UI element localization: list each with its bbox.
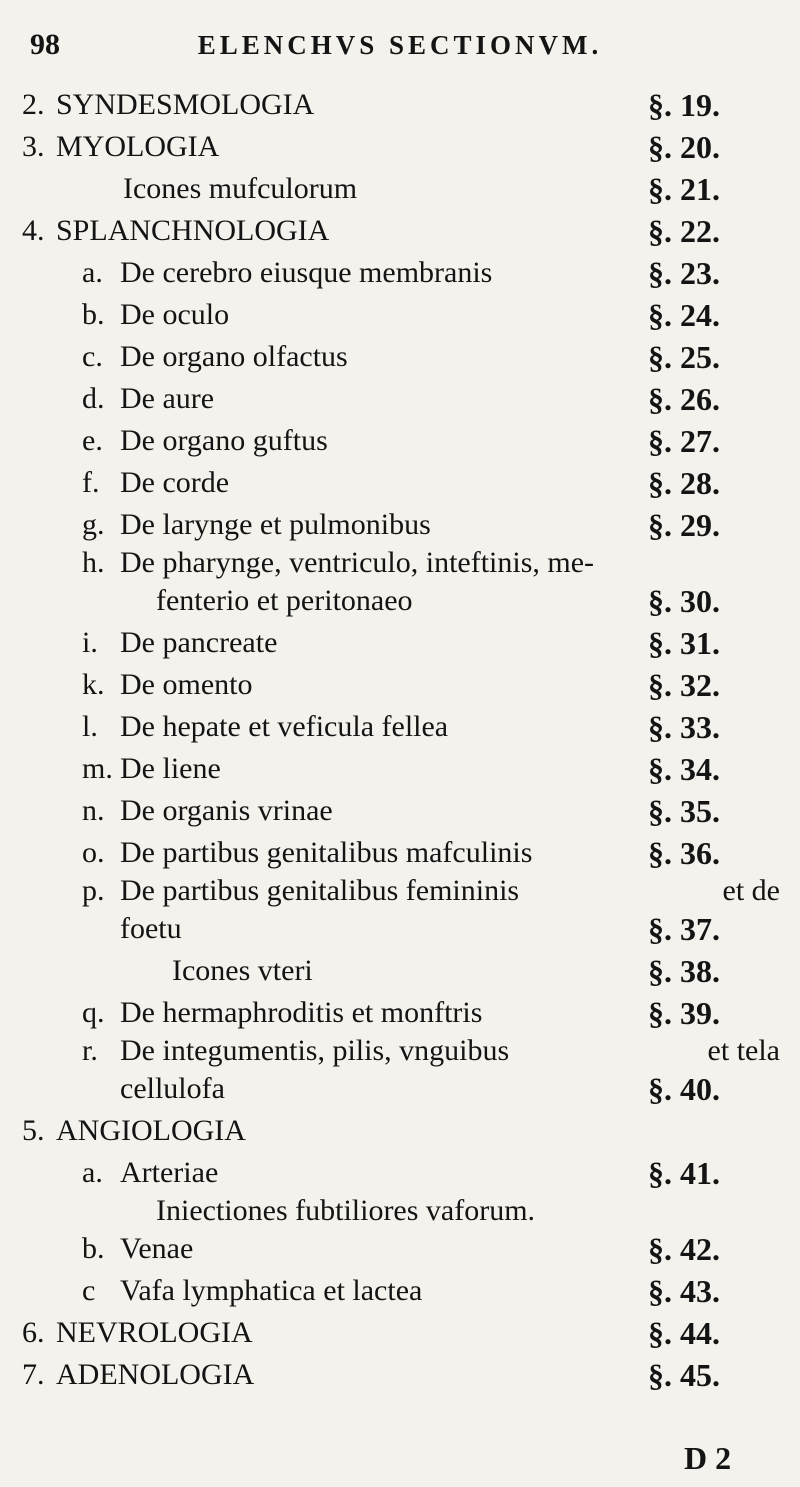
- toc-entry: [0, 1152, 800, 1194]
- toc-entry: [0, 874, 800, 908]
- entry-number: h.: [82, 546, 105, 579]
- section-ref: §. 39.: [648, 995, 720, 1031]
- section-ref: §. 25.: [648, 339, 720, 375]
- entry-label: De corde: [120, 466, 230, 499]
- entry-label: SYNDESMOLOGIA: [56, 88, 315, 121]
- entry-label: Iniectiones fubtiliores vaforum.: [156, 1194, 536, 1227]
- entry-number: i.: [82, 626, 98, 659]
- toc-entry: [0, 1194, 800, 1228]
- entry-number: r.: [82, 1034, 98, 1067]
- toc-entry: [0, 1228, 800, 1270]
- section-ref: §. 41.: [648, 1155, 720, 1191]
- section-ref: §. 43.: [648, 1273, 720, 1309]
- entry-label: Venae: [120, 1232, 194, 1265]
- toc-entry: [0, 420, 800, 462]
- section-ref: §. 31.: [648, 625, 720, 661]
- toc-entry-continuation: [0, 908, 800, 950]
- toc-entry: [0, 546, 800, 580]
- entry-number: m.: [82, 752, 113, 785]
- toc-entry: [0, 1270, 800, 1312]
- entry-number: c: [82, 1274, 96, 1307]
- section-ref: §. 37.: [648, 911, 720, 947]
- entry-number: g.: [82, 508, 105, 541]
- section-ref: §. 40.: [648, 1071, 720, 1107]
- toc-entry: [0, 1354, 800, 1396]
- signature-mark: D 2: [684, 1440, 732, 1476]
- toc-entry: [0, 664, 800, 706]
- section-ref: §. 38.: [648, 953, 720, 989]
- entry-label: fenterio et peritonaeo: [156, 584, 413, 617]
- entry-number: d.: [82, 382, 105, 415]
- section-ref: §. 42.: [648, 1231, 720, 1267]
- entry-number: 7.: [22, 1358, 45, 1391]
- entry-label: De liene: [120, 752, 221, 785]
- entry-label: ADENOLOGIA: [56, 1358, 255, 1391]
- table-of-contents: [0, 84, 800, 1396]
- toc-entry: [0, 1110, 800, 1152]
- entry-label: Icones vteri: [172, 954, 313, 987]
- entry-number: k.: [82, 668, 105, 701]
- entry-label: ANGIOLOGIA: [56, 1114, 246, 1147]
- entry-number: 3.: [22, 130, 45, 163]
- entry-label: NEVROLOGIA: [56, 1316, 253, 1349]
- entry-label: De partibus genitalibus femininis: [120, 874, 520, 907]
- entry-number: l.: [82, 710, 98, 743]
- entry-label: De aure: [120, 382, 215, 415]
- entry-label: De omento: [120, 668, 253, 701]
- toc-entry: [0, 462, 800, 504]
- section-ref: §. 21.: [648, 171, 720, 207]
- entry-label: Icones mufculorum: [123, 172, 358, 205]
- entry-number: e.: [82, 424, 103, 457]
- entry-label: De hepate et veficula fellea: [120, 710, 449, 743]
- entry-label: foetu: [120, 912, 182, 945]
- toc-entry: [0, 992, 800, 1034]
- entry-label: Arteriae: [120, 1156, 219, 1189]
- entry-number: n.: [82, 794, 105, 827]
- entry-label: Vafa lymphatica et lactea: [120, 1274, 423, 1307]
- toc-entry: [0, 1034, 800, 1068]
- toc-entry: [0, 504, 800, 546]
- section-ref: §. 20.: [648, 129, 720, 165]
- toc-entry: [0, 1312, 800, 1354]
- page-number: 98: [30, 28, 60, 61]
- toc-entry-continuation: [0, 580, 800, 622]
- section-ref: §. 29.: [648, 507, 720, 543]
- entry-label: SPLANCHNOLOGIA: [56, 214, 330, 247]
- section-ref: §. 22.: [648, 213, 720, 249]
- section-ref: §. 34.: [648, 751, 720, 787]
- section-ref: §. 23.: [648, 255, 720, 291]
- section-ref: §. 28.: [648, 465, 720, 501]
- section-ref: §. 35.: [648, 793, 720, 829]
- entry-label: De organo guftus: [120, 424, 328, 457]
- section-ref: §. 24.: [648, 297, 720, 333]
- entry-label: De oculo: [120, 298, 230, 331]
- toc-entry: [0, 294, 800, 336]
- toc-entry: [0, 622, 800, 664]
- entry-tail: et de: [722, 874, 780, 907]
- section-ref: §. 32.: [648, 667, 720, 703]
- entry-number: a.: [82, 1156, 103, 1189]
- entry-label: De integumentis, pilis, vnguibus: [120, 1034, 510, 1067]
- running-head: ELENCHVS SECTIONVM.: [197, 30, 603, 60]
- section-ref: §. 44.: [648, 1315, 720, 1351]
- section-ref: §. 36.: [648, 835, 720, 871]
- toc-entry: [0, 84, 800, 126]
- entry-number: o.: [82, 836, 105, 869]
- entry-number: f.: [82, 466, 100, 499]
- entry-number: a.: [82, 256, 103, 289]
- entry-label: De larynge et pulmonibus: [120, 508, 431, 541]
- page-header: [0, 0, 800, 70]
- toc-entry: [0, 832, 800, 874]
- section-ref: §. 30.: [648, 583, 720, 619]
- entry-number: 5.: [22, 1114, 45, 1147]
- toc-entry: [0, 210, 800, 252]
- entry-label: De organis vrinae: [120, 794, 333, 827]
- entry-number: 4.: [22, 214, 45, 247]
- section-ref: §. 26.: [648, 381, 720, 417]
- section-ref: §. 45.: [648, 1357, 720, 1393]
- toc-entry: [0, 378, 800, 420]
- toc-entry: [0, 336, 800, 378]
- entry-number: q.: [82, 996, 105, 1029]
- entry-label: De organo olfactus: [120, 340, 348, 373]
- entry-label: cellulofa: [120, 1072, 225, 1105]
- entry-label: MYOLOGIA: [56, 130, 220, 163]
- section-ref: §. 19.: [648, 87, 720, 123]
- entry-label: De hermaphroditis et monftris: [120, 996, 483, 1029]
- entry-label: De pharynge, ventriculo, inteftinis, me-: [120, 546, 595, 579]
- entry-label: De cerebro eiusque membranis: [120, 256, 493, 289]
- entry-number: 2.: [22, 88, 45, 121]
- section-ref: §. 33.: [648, 709, 720, 745]
- entry-tail: et tela: [707, 1034, 780, 1067]
- entry-label: De pancreate: [120, 626, 278, 659]
- entry-number: b.: [82, 298, 105, 331]
- toc-entry-continuation: [0, 1068, 800, 1110]
- toc-entry: [0, 126, 800, 168]
- entry-label: De partibus genitalibus mafculinis: [120, 836, 533, 869]
- entry-number: p.: [82, 874, 105, 907]
- toc-entry: [0, 950, 800, 992]
- entry-number: c.: [82, 340, 103, 373]
- toc-entry: [0, 748, 800, 790]
- toc-entry: [0, 706, 800, 748]
- toc-entry: [0, 252, 800, 294]
- entry-number: 6.: [22, 1316, 45, 1349]
- toc-entry: [0, 168, 800, 210]
- section-ref: §. 27.: [648, 423, 720, 459]
- toc-entry: [0, 790, 800, 832]
- entry-number: b.: [82, 1232, 105, 1265]
